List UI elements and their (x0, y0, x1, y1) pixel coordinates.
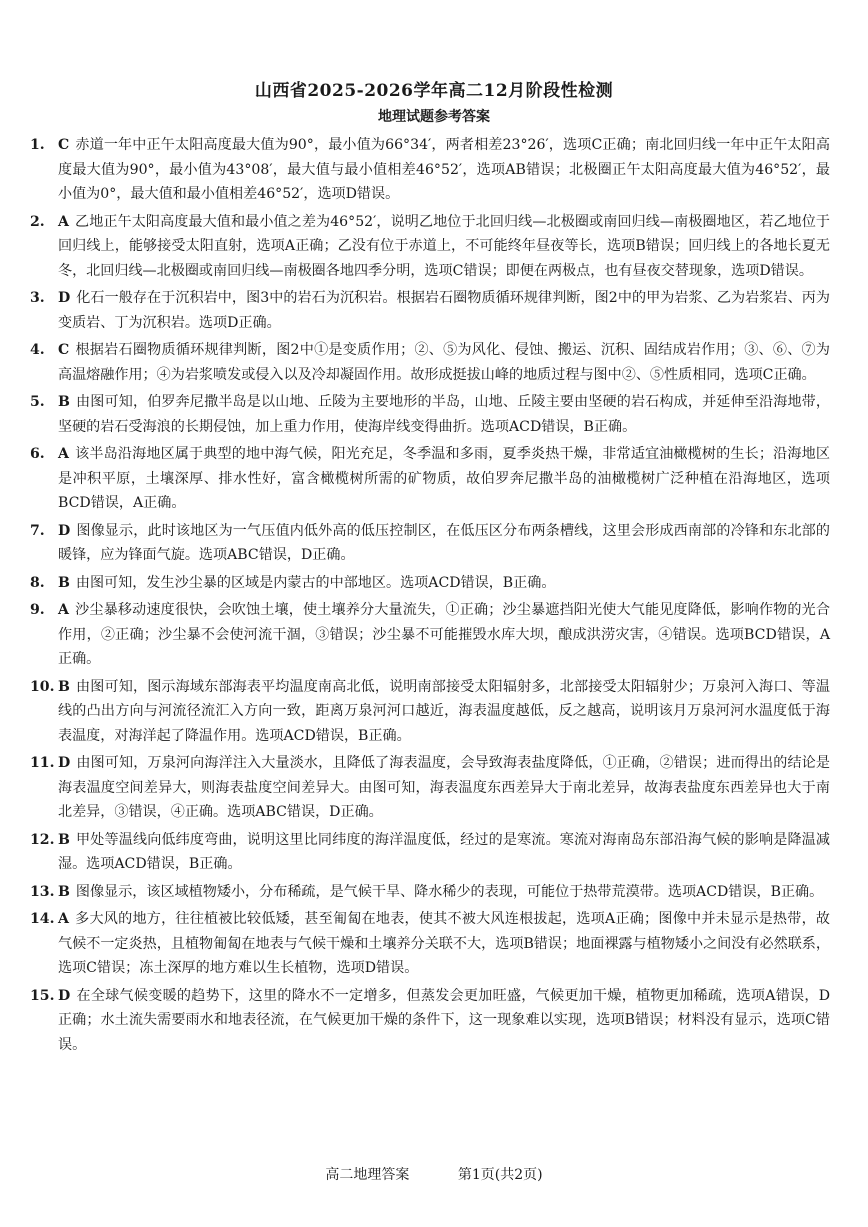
answer-item (30, 828, 830, 877)
answer-key: A (58, 602, 69, 618)
answer-number: 14. (30, 911, 55, 927)
answer-key: B (58, 883, 70, 900)
answer-explanation: 由图可知，伯罗奔尼撒半岛是以山地、丘陵为主要地形的半岛，山地、丘陵主要由坚硬的岩石构成，并延伸至沿海地带，坚硬的岩石受海浪的长期侵蚀，加上重力作用，使海岸线变得曲折。选项ACD错误，B正确。 (58, 394, 830, 435)
footer-subject: 高二地理答案 (325, 1167, 410, 1183)
answer-key: B (58, 394, 70, 410)
page-title: 山西省2025-2026学年高二12月阶段性检测 (254, 81, 614, 101)
answer-key: A (58, 446, 69, 462)
answer-key: C (58, 137, 70, 153)
answer-number: 6. (30, 446, 45, 462)
answer-key: B (58, 678, 70, 695)
answer-number: 11. (30, 755, 55, 771)
answer-key: B (58, 831, 70, 848)
answer-number: 10. (30, 678, 55, 695)
answer-key: C (58, 342, 70, 358)
answer-explanation: 甲处等温线向低纬度弯曲，说明这里比同纬度的海洋温度低，经过的是寒流。寒流对海南岛东部沿海气候的影响是降温减湿。选项ACD错误，B正确。 (58, 831, 830, 872)
page-subtitle: 地理试题参考答案 (378, 109, 490, 125)
answer-item (30, 133, 830, 207)
answer-number: 15. (30, 987, 55, 1004)
answer-explanation: 图像显示，该区域植物矮小，分布稀疏，是气候干旱、降水稀少的表现，可能位于热带荒漠带。选项ACD错误，B正确。 (75, 883, 824, 900)
answer-explanation: 由图可知，万泉河向海洋注入大量淡水，且降低了海表温度，会导致海表盐度降低，①正确，②错误；进而得出的结论是海表温度空间差异大，则海表盐度空间差异大。由图可知，海表温度东西差异大于南北差异，故海表盐度东西差异也大于南北差异，③错误，④正确。选项ABC错误，D正确。 (58, 755, 830, 820)
answer-number: 7. (30, 522, 45, 539)
answer-explanation: 由图可知，图示海域东部海表平均温度南高北低，说明南部接受太阳辐射多，北部接受太阳辐射少；万泉河入海口、等温线的凸出方向与河流径流汇入方向一致，距离万泉河河口越近，海表温度越低，反之越高，说明该月万泉河河水温度低于海表温度，对海洋起了降温作用。选项ACD错误，B正确。 (58, 678, 830, 744)
answer-key: D (58, 987, 71, 1004)
answer-item (30, 571, 830, 596)
answer-key: D (58, 522, 71, 539)
answer-explanation: 由图可知，发生沙尘暴的区域是内蒙古的中部地区。选项ACD错误，B正确。 (75, 574, 556, 591)
answer-item (30, 984, 830, 1058)
answer-item (30, 442, 830, 516)
answer-item (30, 751, 830, 825)
answer-list (30, 133, 830, 1060)
answer-explanation: 化石一般存在于沉积岩中，图3中的岩石为沉积岩。根据岩石圈物质循环规律判断，图2中的甲为岩浆、乙为岩浆岩、丙为变质岩、丁为沉积岩。选项D正确。 (58, 290, 830, 331)
answer-number: 13. (30, 883, 55, 900)
answer-explanation: 乙地正午太阳高度最大值和最小值之差为46°52′，说明乙地位于北回归线—北极圈或南回归线—南极圈地区，若乙地位于回归线上，能够接受太阳直射，选项A正确；乙没有位于赤道上，不可能终年昼夜等长，选项B错误；回归线上的各地长夏无冬，北回归线—北极圈或南回归线—南极圈各地四季分明，选项C错误；即便在两极点，也有昼夜交替现象，选项D错误。 (58, 213, 830, 279)
answer-item (30, 907, 830, 981)
answer-number: 8. (30, 574, 45, 591)
answer-explanation: 赤道一年中正午太阳高度最大值为90°，最小值为66°34′，两者相差23°26′，选项C正确；南北回归线一年中正午太阳高度最大值为90°，最小值为43°08′，最大值与最小值相差46°52′，选项AB错误；北极圈正午太阳高度最大值为46°52′，最小值为0°，最大值和最小值相差46°52′，选项D错误。 (58, 137, 830, 202)
answer-item (30, 598, 830, 672)
answer-item (30, 675, 830, 749)
page-footer (0, 1164, 868, 1184)
answer-item (30, 286, 830, 335)
answer-explanation: 多大风的地方，往往植被比较低矮，甚至匍匐在地表，使其不被大风连根拔起，选项A正确；图像中并未显示是热带，故气候不一定炎热，且植物匍匐在地表与气候干燥和土壤养分关联不大，选项B错误；地面裸露与植物矮小之间没有必然联系，选项C错误；冻土深厚的地方难以生长植物，选项D错误。 (58, 911, 830, 976)
answer-explanation: 图像显示，此时该地区为一气压值内低外高的低压控制区，在低压区分布两条槽线，这里会形成西南部的冷锋和东北部的暖锋，应为锋面气旋。选项ABC错误，D正确。 (58, 522, 830, 563)
footer-page-number: 第1页(共2页) (457, 1167, 543, 1183)
answer-item (30, 519, 830, 568)
answer-explanation: 在全球气候变暖的趋势下，这里的降水不一定增多，但蒸发会更加旺盛，气候更加干燥，植物更加稀疏，选项A错误，D正确；水土流失需要雨水和地表径流，在气候更加干燥的条件下，这一现象难以实现，选项B错误；材料没有显示，选项C错误。 (58, 987, 830, 1053)
answer-number: 9. (30, 602, 45, 618)
answer-number: 1. (30, 137, 45, 153)
answer-key: B (58, 574, 70, 591)
answer-item (30, 880, 830, 905)
answer-item (30, 390, 830, 439)
answer-key: A (58, 911, 69, 927)
answer-explanation: 该半岛沿海地区属于典型的地中海气候，阳光充足，冬季温和多雨，夏季炎热干燥，非常适宜油橄榄树的生长；沿海地区是冲积平原，土壤深厚、排水性好，富含橄榄树所需的矿物质，故伯罗奔尼撒半岛的油橄榄树广泛种植在沿海地区，选项BCD错误，A正确。 (58, 446, 830, 511)
answer-number: 2. (30, 213, 45, 230)
answer-key: D (58, 290, 71, 306)
answer-item (30, 338, 830, 387)
answer-number: 4. (30, 342, 45, 358)
answer-explanation: 沙尘暴移动速度很快，会吹蚀土壤，使土壤养分大量流失，①正确；沙尘暴遮挡阳光使大气能见度降低，影响作物的光合作用，②正确；沙尘暴不会使河流干涸，③错误；沙尘暴不可能摧毁水库大坝，酿成洪涝灾害，④错误。选项BCD错误，A正确。 (58, 602, 830, 667)
answer-key: A (58, 213, 69, 230)
answer-number: 3. (30, 290, 45, 306)
answer-explanation: 根据岩石圈物质循环规律判断，图2中①是变质作用；②、⑤为风化、侵蚀、搬运、沉积、固结成岩作用；③、⑥、⑦为高温熔融作用；④为岩浆喷发或侵入以及冷却凝固作用。故形成挺拔山峰的地质过程与图中②、⑤性质相同，选项C正确。 (58, 342, 830, 383)
answer-number: 5. (30, 394, 45, 410)
answer-key: D (58, 755, 71, 771)
answer-item (30, 210, 830, 284)
answer-number: 12. (30, 831, 55, 848)
